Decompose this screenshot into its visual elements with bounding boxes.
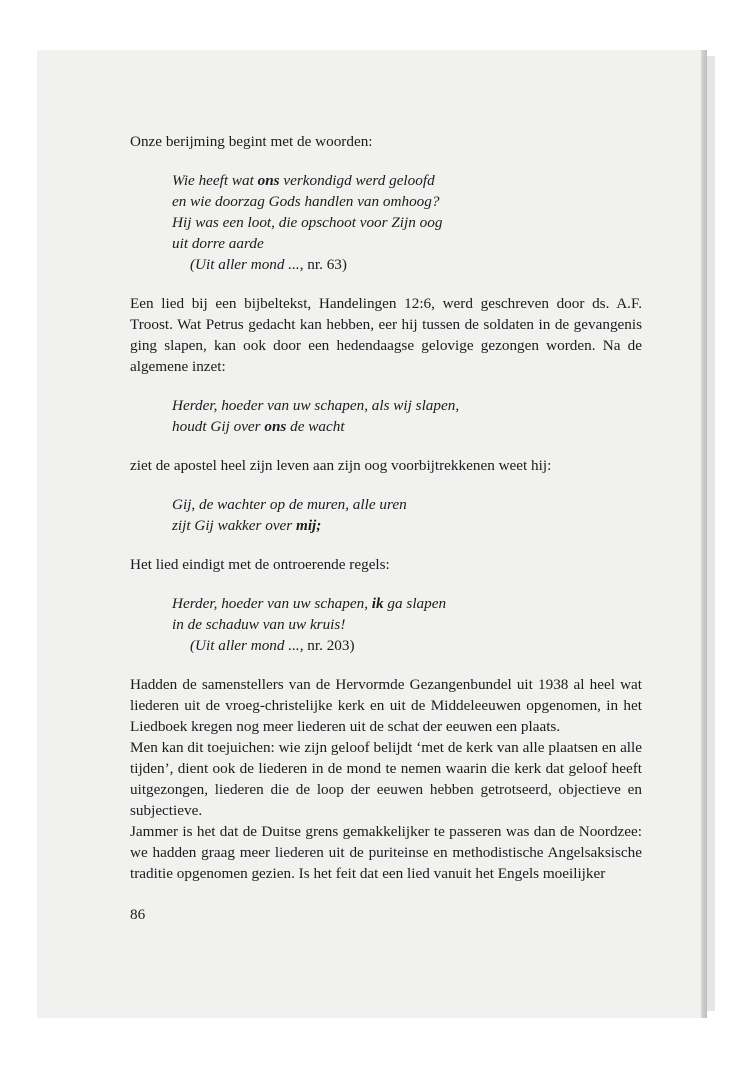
verse-block-1 [130, 170, 642, 275]
verse-line: Wie heeft wat ons verkondigd werd geloofd [172, 172, 435, 189]
verse-line: Herder, hoeder van uw schapen, ik ga slapen [172, 595, 447, 612]
verse-source: (Uit aller mond ..., nr. 203) [190, 637, 355, 654]
page-text [130, 131, 642, 884]
verse-line: uit dorre aarde [172, 235, 264, 252]
paragraph: ziet de apostel heel zijn leven aan zijn oog voorbijtrekkenen weet hij: [130, 457, 552, 474]
page-edge [707, 56, 715, 1011]
intro-line: Onze berijming begint met de woorden: [130, 133, 373, 150]
verse-line: Hij was een loot, die opschoot voor Zijn oog [172, 214, 443, 231]
verse-line: Herder, hoeder van uw schapen, als wij slapen, [172, 397, 460, 414]
verse-block-2 [130, 395, 642, 437]
verse-line: en wie doorzag Gods handlen van omhoog? [172, 193, 440, 210]
verse-block-4 [130, 593, 642, 656]
verse-line: Gij, de wachter op de muren, alle uren [172, 496, 407, 513]
paragraph: Men kan dit toejuichen: wie zijn geloof belijdt ‘met de kerk van alle plaatsen en alle tijden’, dient ook de liederen in de mond te nemen waarin die kerk dat geloof heeft uitgezongen, liederen die de loop der eeuwen hebben getrotseerd, objectieve en subjectieve. [130, 739, 642, 819]
verse-source: (Uit aller mond ..., nr. 63) [190, 256, 347, 273]
verse-line: in de schaduw van uw kruis! [172, 616, 346, 633]
page-number: 86 [130, 906, 146, 923]
paragraph: Het lied eindigt met de ontroerende regels: [130, 556, 390, 573]
verse-block-3 [130, 494, 642, 536]
verse-line: zijt Gij wakker over mij; [172, 517, 322, 534]
paragraph: Hadden de samenstellers van de Hervormde Gezangenbundel uit 1938 al heel wat liederen uit de vroeg-christelijke kerk en uit de Middeleeuwen opgenomen, in het Liedboek kregen nog meer liederen uit de schat der eeuwen een plaats. [130, 676, 642, 735]
verse-line: houdt Gij over ons de wacht [172, 418, 345, 435]
paragraph: Jammer is het dat de Duitse grens gemakkelijker te passeren was dan de Noordzee: we hadden graag meer liederen uit de puriteinse en methodistische Angelsaksische traditie opgenomen gezien. Is het feit dat een lied vanuit het Engels moeilijker [130, 823, 642, 882]
paragraph: Een lied bij een bijbeltekst, Handelingen 12:6, werd geschreven door ds. A.F. Troost. Wat Petrus gedacht kan hebben, eer hij tussen de soldaten in de gevangenis ging slapen, kan ook door een hedendaagse gelovige gezongen worden. Na de algemene inzet: [130, 295, 642, 375]
